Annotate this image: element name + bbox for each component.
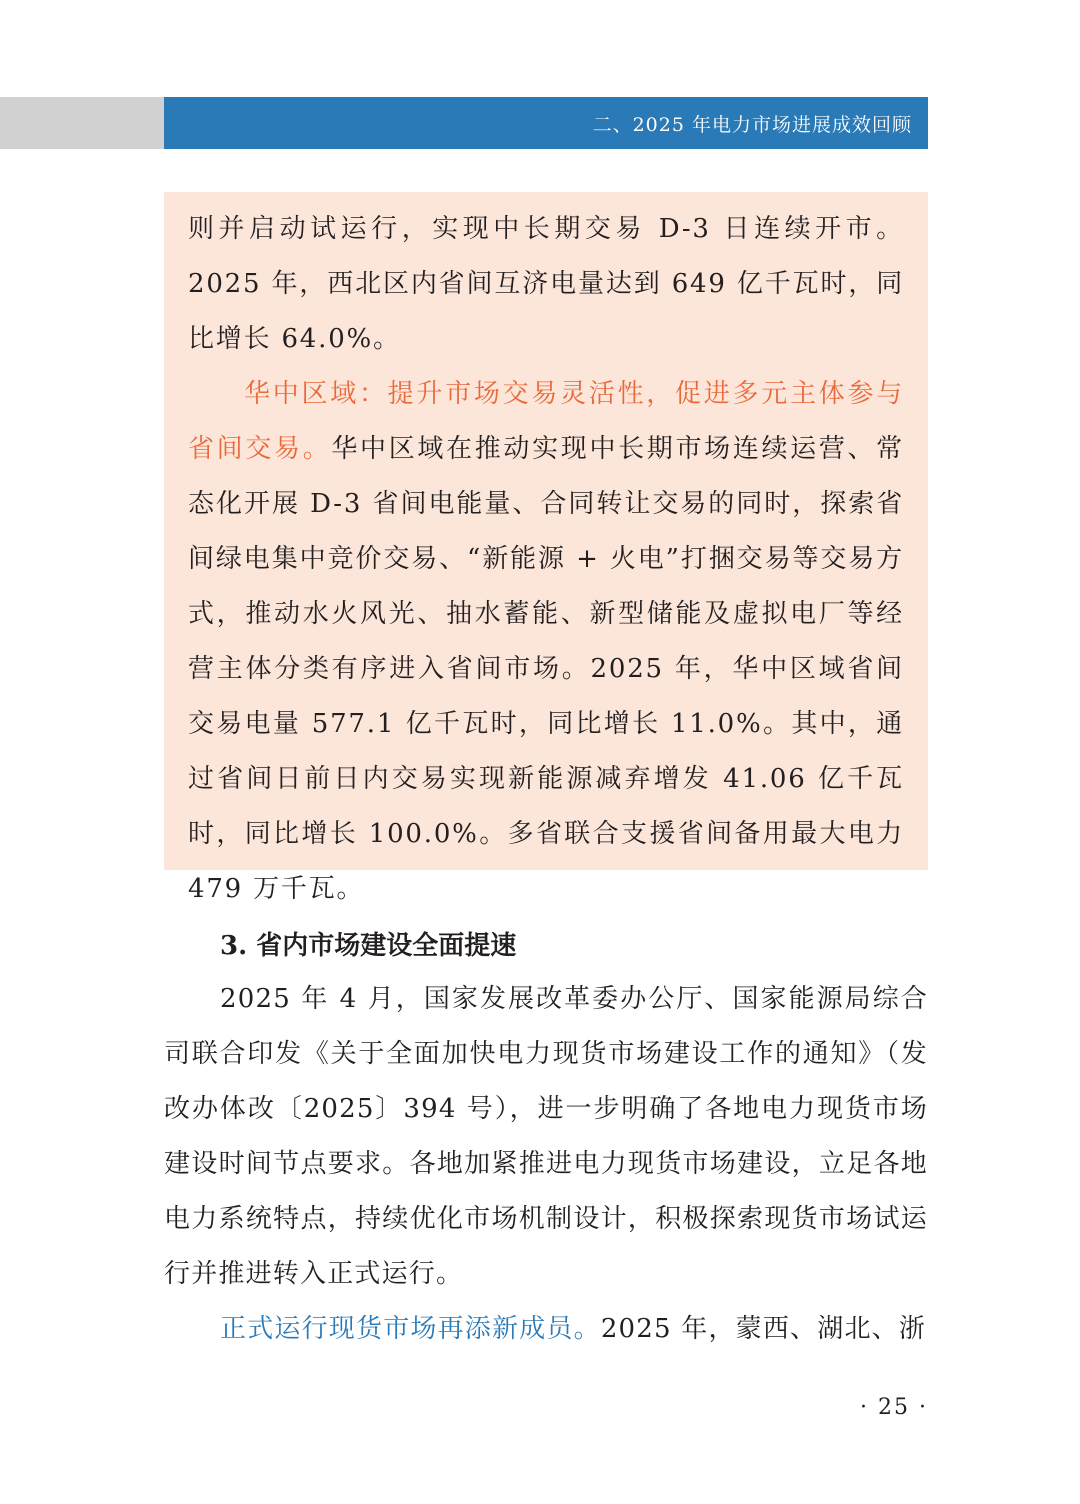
box-paragraph-2-body: 华中区域在推动实现中长期市场连续运营、常态化开展 D-3 省间电能量、合同转让交易的同时，探索省间绿电集中竞价交易、“新能源 + 火电”打捆交易等交易方式，推动水火风光、抽水蓄能、新型储能及虚拟电厂等经营主体分类有序进入省间市场。2025 年，华中区域省间交易电量 577.1 亿千瓦时，同比增长 11.0%。其中，通过省间日前日内交易实现新能源减弃增发 41.06 亿千瓦时，同比增长 100.0%。多省联合支援省间备用最大电力 479 万千瓦。	[188, 434, 904, 904]
header-gray-bar	[0, 97, 164, 149]
body-paragraph-1: 2025 年 4 月，国家发展改革委办公厅、国家能源局综合司联合印发《关于全面加快电力现货市场建设工作的通知》（发改办体改〔2025〕394 号），进一步明确了各地电力现货市场建设时间节点要求。各地加紧推进电力现货市场建设，立足各地电力系统特点，持续优化市场机制设计，积极探索现货市场试运行并推进转入正式运行。	[164, 984, 928, 1289]
section-title: 二、2025 年电力市场进展成效回顾	[592, 113, 912, 136]
body-paragraph-2-body: 2025 年，蒙西、湖北、浙	[600, 1314, 927, 1344]
box-subheading-huazhong: 华中区域：提升市场交易灵活性，促进多元主体参与省间交易。	[188, 379, 904, 464]
body-subheading: 正式运行现货市场再添新成员。	[220, 1314, 601, 1344]
section-heading: 3. 省内市场建设全面提速	[220, 931, 517, 961]
header-bar	[164, 97, 928, 149]
section-body	[164, 972, 928, 1357]
highlight-box	[164, 192, 928, 904]
box-paragraph-2	[188, 367, 904, 917]
page-number: · 25 ·	[860, 1395, 928, 1420]
box-paragraph-1: 则并启动试运行，实现中长期交易 D-3 日连续开市。2025 年，西北区内省间互济电量达到 649 亿千瓦时，同比增长 64.0%。	[188, 214, 904, 354]
body-paragraph-2	[164, 1302, 928, 1357]
